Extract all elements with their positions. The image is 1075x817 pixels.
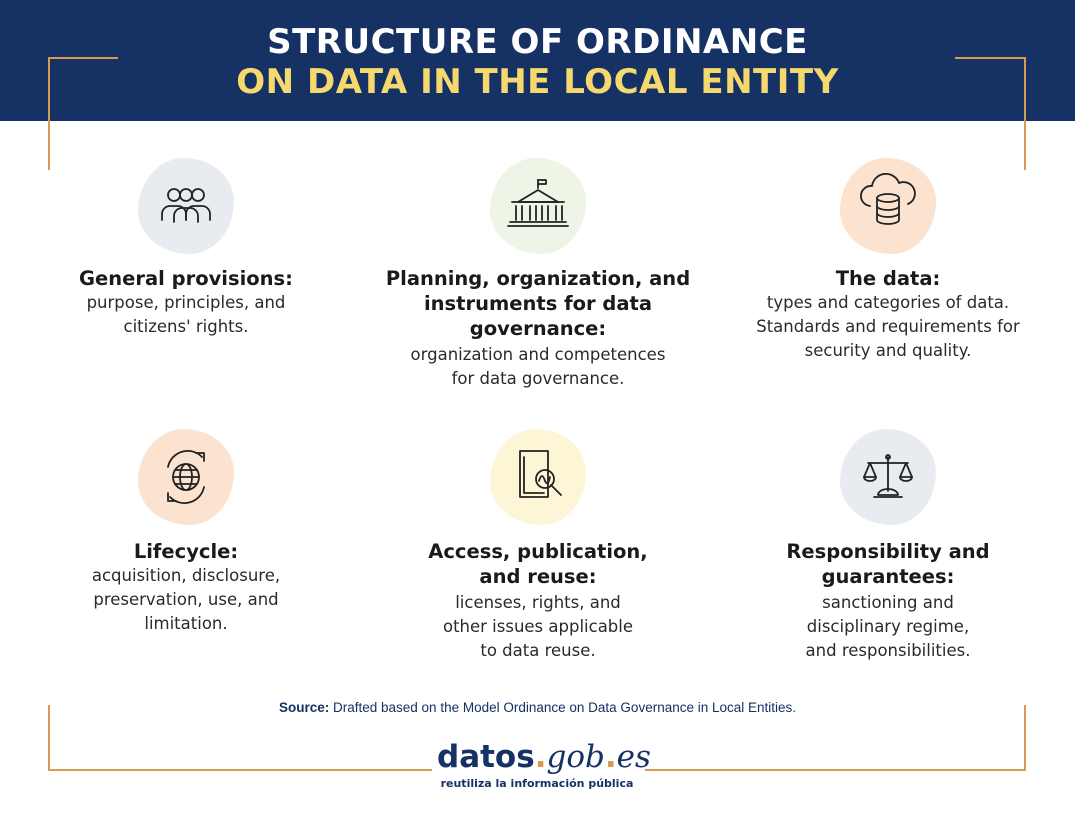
item-title: Planning, organization, and instruments for data governance:	[385, 267, 691, 340]
item-planning-organization	[378, 266, 698, 391]
chart-magnifier-icon	[490, 429, 586, 525]
item-title: General provisions:	[79, 267, 293, 290]
people-group-icon-badge	[138, 158, 234, 254]
item-the-data	[728, 266, 1048, 363]
justice-scales-icon	[840, 429, 936, 525]
title-line-2: ON DATA IN THE LOCAL ENTITY	[236, 62, 839, 102]
government-building-icon	[490, 158, 586, 254]
datos-gob-es-logo	[437, 738, 651, 798]
item-responsibility-guarantees	[728, 539, 1048, 663]
item-description: organization and competences for data governance.	[410, 345, 666, 388]
people-group-icon	[138, 158, 234, 254]
item-description: sanctioning and disciplinary regime, and responsibilities.	[805, 593, 971, 660]
cloud-database-icon	[840, 158, 936, 254]
source-label: Source:	[278, 700, 330, 715]
frame-top-left-vertical	[48, 57, 50, 170]
chart-magnifier-icon-badge	[490, 429, 586, 525]
item-title: Responsibility and guarantees:	[786, 540, 990, 588]
globe-cycle-icon-badge	[138, 429, 234, 525]
item-general-provisions	[26, 266, 346, 339]
item-description: acquisition, disclosure, preservation, use, and limitation.	[91, 566, 281, 633]
frame-top-left-horizontal	[48, 57, 118, 59]
item-lifecycle	[26, 539, 346, 636]
title-line-1: STRUCTURE OF ORDINANCE	[267, 22, 808, 62]
item-description: types and categories of data. Standards and requirements for security and quality.	[756, 293, 1020, 360]
justice-scales-icon-badge	[840, 429, 936, 525]
item-title: Access, publication, and reuse:	[428, 540, 648, 588]
government-building-icon-badge	[490, 158, 586, 254]
logo-wordmark: datos.gob.es	[437, 739, 651, 775]
item-title: Lifecycle:	[133, 540, 239, 563]
item-description: purpose, principles, and citizens' rights.	[86, 293, 286, 336]
logo-tagline: reutiliza la información pública	[440, 777, 634, 790]
item-description: licenses, rights, and other issues applicable to data reuse.	[442, 593, 634, 660]
frame-top-right-vertical	[1024, 57, 1026, 170]
globe-cycle-icon	[138, 429, 234, 525]
header-banner	[0, 0, 1075, 121]
frame-bottom-left-horizontal	[48, 769, 432, 771]
cloud-database-icon-badge	[840, 158, 936, 254]
source-note	[0, 700, 1075, 715]
source-text: Drafted based on the Model Ordinance on Data Governance in Local Entities.	[333, 700, 797, 715]
item-access-publication-reuse	[378, 539, 698, 663]
item-title: The data:	[835, 267, 941, 290]
frame-bottom-right-horizontal	[645, 769, 1026, 771]
frame-top-right-horizontal	[955, 57, 1026, 59]
